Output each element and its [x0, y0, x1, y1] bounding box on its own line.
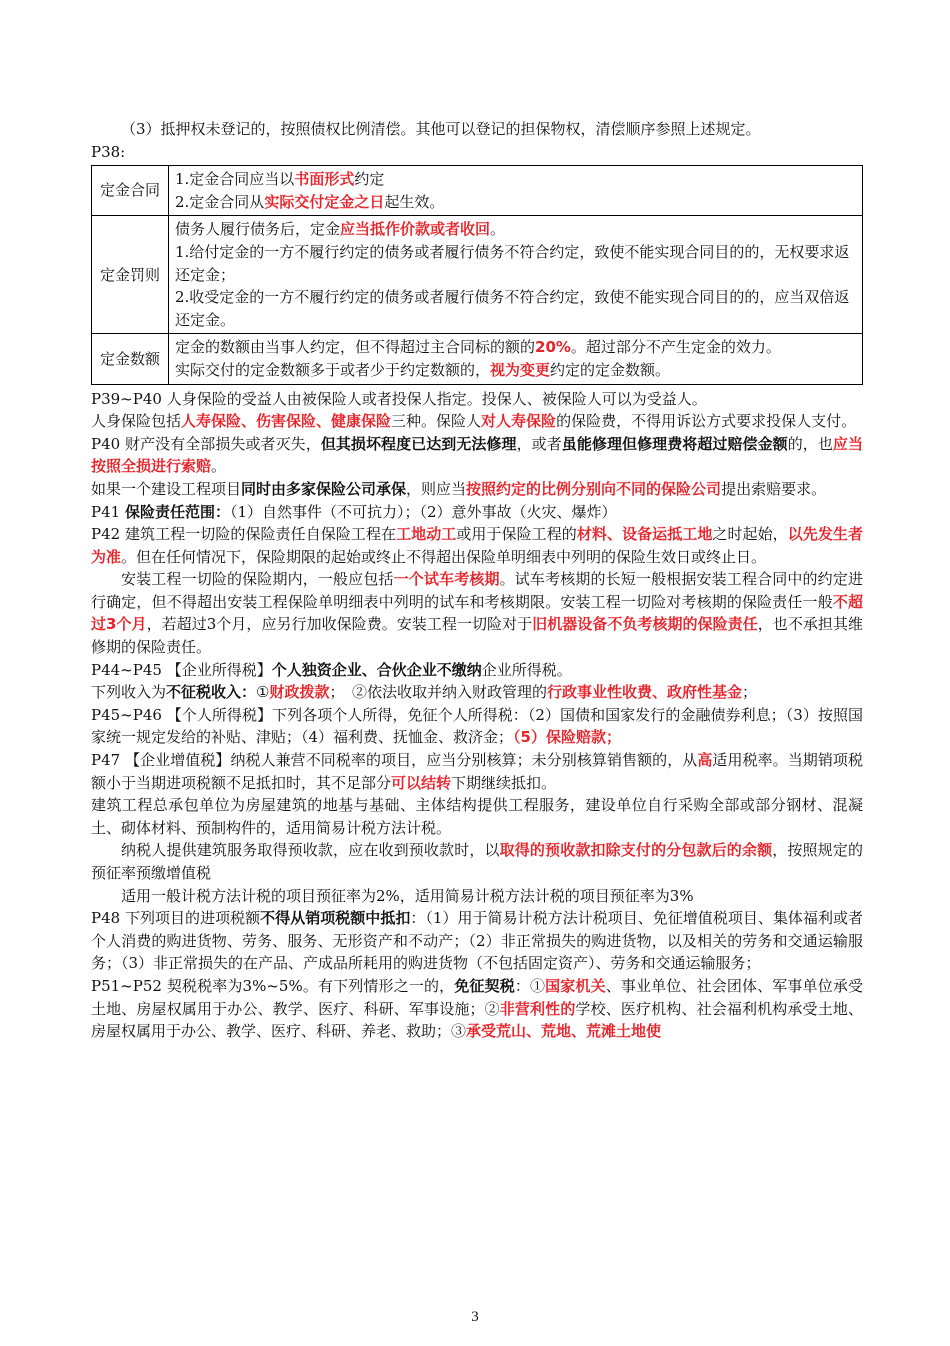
life-insurance-paragraph: 人身保险包括人寿保险、伤害保险、健康保险三种。保险人对人寿保险的保险费，不得用诉讼方式要求投保人支付。 — [91, 412, 857, 431]
table-row — [92, 166, 863, 216]
table-row — [92, 334, 863, 384]
intro-paragraph: （3）抵押权未登记的，按照债权比例清偿。其他可以登记的担保物权，清偿顺序参照上述规定。 — [121, 120, 761, 138]
install-insurance-paragraph: 安装工程一切险的保险期内，一般应包括一个试车考核期。试车考核期的长短一般根据安装工程合同中的约定进行确定，但不得超出安装工程保险单明细表中列明的试车和考核期限。安装工程一切险对考核期的保险责任一般不超过3个月，若超过3个月，应另行加收保险费。安装工程一切险对于旧机器设备不负考核期的保险责任，也不承担其维修期的保险责任。 — [91, 570, 863, 657]
p40-paragraph: P40 财产没有全部损失或者灭失，但其损坏程度已达到无法修理，或者虽能修理但修理费将超过赔偿金额的，也应当按照全损进行索赔。 — [91, 434, 863, 476]
p47-paragraph: P47 【企业增值税】纳税人兼营不同税率的项目，应当分别核算；未分别核算销售额的，从高适用税率。当期销项税额小于当期进项税额不足抵扣时，其不足部分可以结转下期继续抵扣。 — [91, 751, 863, 792]
page-body — [91, 118, 863, 1043]
row-label-deposit-contract: 定金合同 — [92, 166, 169, 216]
row-label-deposit-penalty: 定金罚则 — [92, 216, 169, 334]
row-content: 定金的数额由当事人约定，但不得超过主合同标的额的20%。超过部分不产生定金的效力。 实际交付的定金数额多于或者少于约定数额的，视为变更约定的定金数额。 — [169, 334, 863, 384]
deposit-table — [91, 165, 863, 384]
p44-paragraph: P44~P45 【企业所得税】个人独资企业、合伙企业不缴纳企业所得税。 — [91, 660, 572, 679]
page-number: 3 — [471, 1309, 479, 1325]
prepay-rate-paragraph: 适用一般计税方法计税的项目预征率为2%，适用简易计税方法计税的项目预征率为3% — [121, 886, 694, 905]
p41-paragraph: P41 保险责任范围：（1）自然事件（不可抗力）；（2）意外事故（火灾、爆炸） — [91, 502, 617, 521]
p45-paragraph: P45~P46 【个人所得税】下列各项个人所得，免征个人所得税：（2）国债和国家发行的金融债券利息；（3）按照国家统一规定发给的补贴、津贴；（4）福利费、抚恤金、救济金；（5）保险赔款； — [91, 705, 863, 747]
construction-paragraph: 建筑工程总承包单位为房屋建筑的地基与基础、主体结构提供工程服务，建设单位自行采购全部或部分钢材、混凝土、砌体材料、预制构件的，适用简易计税方法计税。 — [91, 796, 863, 837]
p38-label: P38: — [91, 142, 126, 161]
p39-paragraph: P39~P40 人身保险的受益人由被保险人或者投保人指定。投保人、被保险人可以为受益人。 — [91, 389, 707, 408]
prepayment-paragraph: 纳税人提供建筑服务取得预收款，应在收到预收款时，以取得的预收款扣除支付的分包款后的余额，按照规定的预征率预缴增值税 — [91, 841, 863, 882]
nontax-income-paragraph: 下列收入为不征税收入：①财政拨款； ②依法收取并纳入财政管理的行政事业性收费、政府性基金； — [91, 683, 758, 702]
row-label-deposit-amount: 定金数额 — [92, 334, 169, 384]
p48-paragraph: P48 下列项目的进项税额不得从销项税额中抵扣：（1）用于简易计税方法计税项目、免征增值税项目、集体福利或者个人消费的购进货物、劳务、服务、无形资产和不动产；（2）非正常损失的购进货物，以及相关的劳务和交通运输服务；（3）非正常损失的在产品、产成品所耗用的购进货物（不包括固定资产）、劳务和交通运输服务； — [91, 909, 863, 973]
table-row — [92, 216, 863, 334]
p42-paragraph: P42 建筑工程一切险的保险责任自保险工程在工地动工或用于保险工程的材料、设备运抵工地之时起始，以先发生者为准。但在任何情况下，保险期限的起始或终止不得超出保险单明细表中列明的保险生效日或终止日。 — [91, 525, 863, 566]
p51-paragraph: P51~P52 契税税率为3%~5%。有下列情形之一的，免征契税：①国家机关、事业单位、社会团体、军事单位承受土地、房屋权属用于办公、教学、医疗、科研、军事设施；②非营利性的学校、医疗机构、社会福利机构承受土地、房屋权属用于办公、教学、医疗、科研、养老、救助；③承受荒山、荒地、荒滩土地使 — [91, 976, 863, 1041]
multi-insurer-paragraph: 如果一个建设工程项目同时由多家保险公司承保，则应当按照约定的比例分别向不同的保险公司提出索赔要求。 — [91, 479, 827, 498]
row-content: 债务人履行债务后，定金应当抵作价款或者收回。 1.给付定金的一方不履行约定的债务或者履行债务不符合约定，致使不能实现合同目的的，无权要求返还定金； 2.收受定金的一方不履行约定的债务或者履行债务不符合约定，致使不能实现合同目的的，应当双倍返还定金。 — [169, 216, 863, 334]
row-content: 1.定金合同应当以书面形式约定 2.定金合同从实际交付定金之日起生效。 — [169, 166, 863, 216]
